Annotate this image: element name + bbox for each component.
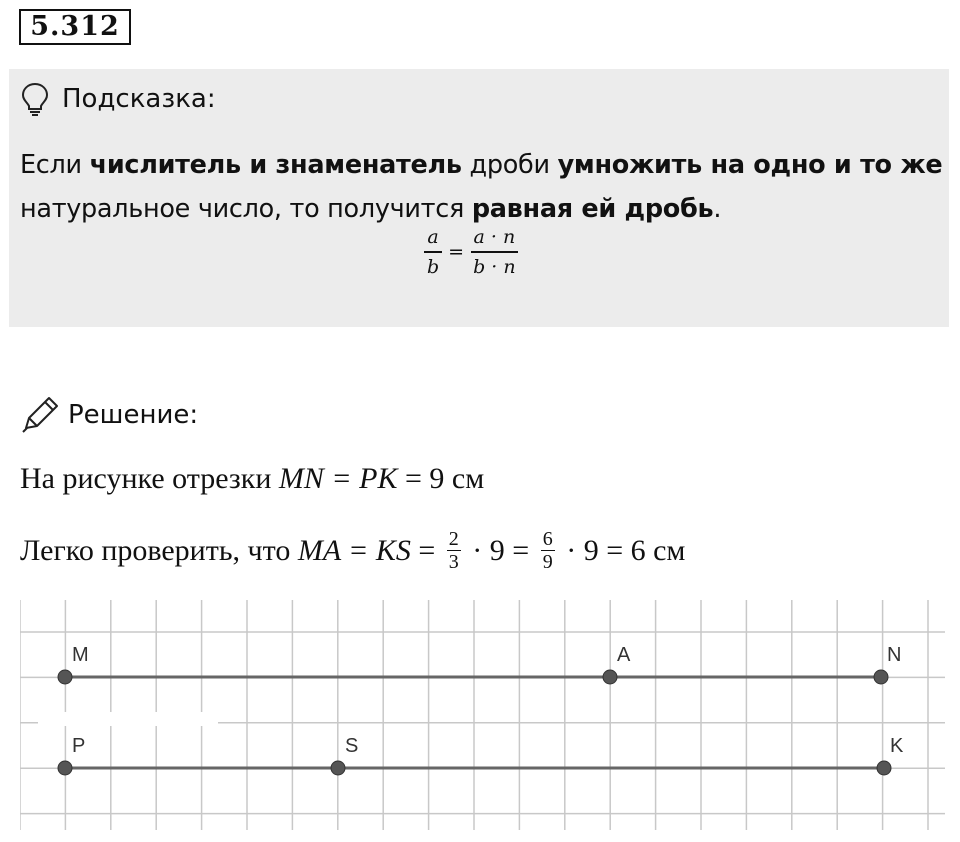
point-a [603,670,617,684]
solution-title [20,396,198,434]
solution-line-1: На рисунке отрезки MN = PK = 9 см [20,462,485,495]
label-k: K [890,735,904,757]
label-a: A [617,644,631,666]
grid-gap [38,712,218,726]
point-s [331,761,345,775]
solution-title-text: Решение: [68,400,199,430]
lightbulb-icon [20,82,50,116]
fraction-formula [424,226,519,278]
pencil-icon [20,396,60,434]
grid-figure [20,600,945,835]
fraction-six-ninths: $\frac{6}{9}$ [542,528,553,573]
point-m [58,670,72,684]
label-m: M [72,644,89,666]
fraction-two-thirds: $\frac{2}{3}$ [448,528,459,573]
problem-number: 5.312 [19,9,131,45]
point-n [874,670,888,684]
point-k [877,761,891,775]
hint-title [20,82,216,116]
right-fraction: $\frac{a \cdot n}{b \cdot n}$ [470,226,519,278]
hint-text: Если числитель и знаменатель дроби умножить на одно и то же натуральное число, то получится равная ей дробь. [20,150,943,224]
left-fraction: $\frac{a}{b}$ [424,226,442,278]
solution-line-2: Легко проверить, что MA = KS = $\frac{2}{3}$ · 9 = $\frac{6}{9}$ · 9 = 6 см [20,528,686,573]
label-n: N [887,644,902,666]
label-p: P [72,735,86,757]
hint-title-text: Подсказка: [62,84,216,114]
point-p [58,761,72,775]
equals-sign: = [448,241,465,263]
label-s: S [345,735,359,757]
